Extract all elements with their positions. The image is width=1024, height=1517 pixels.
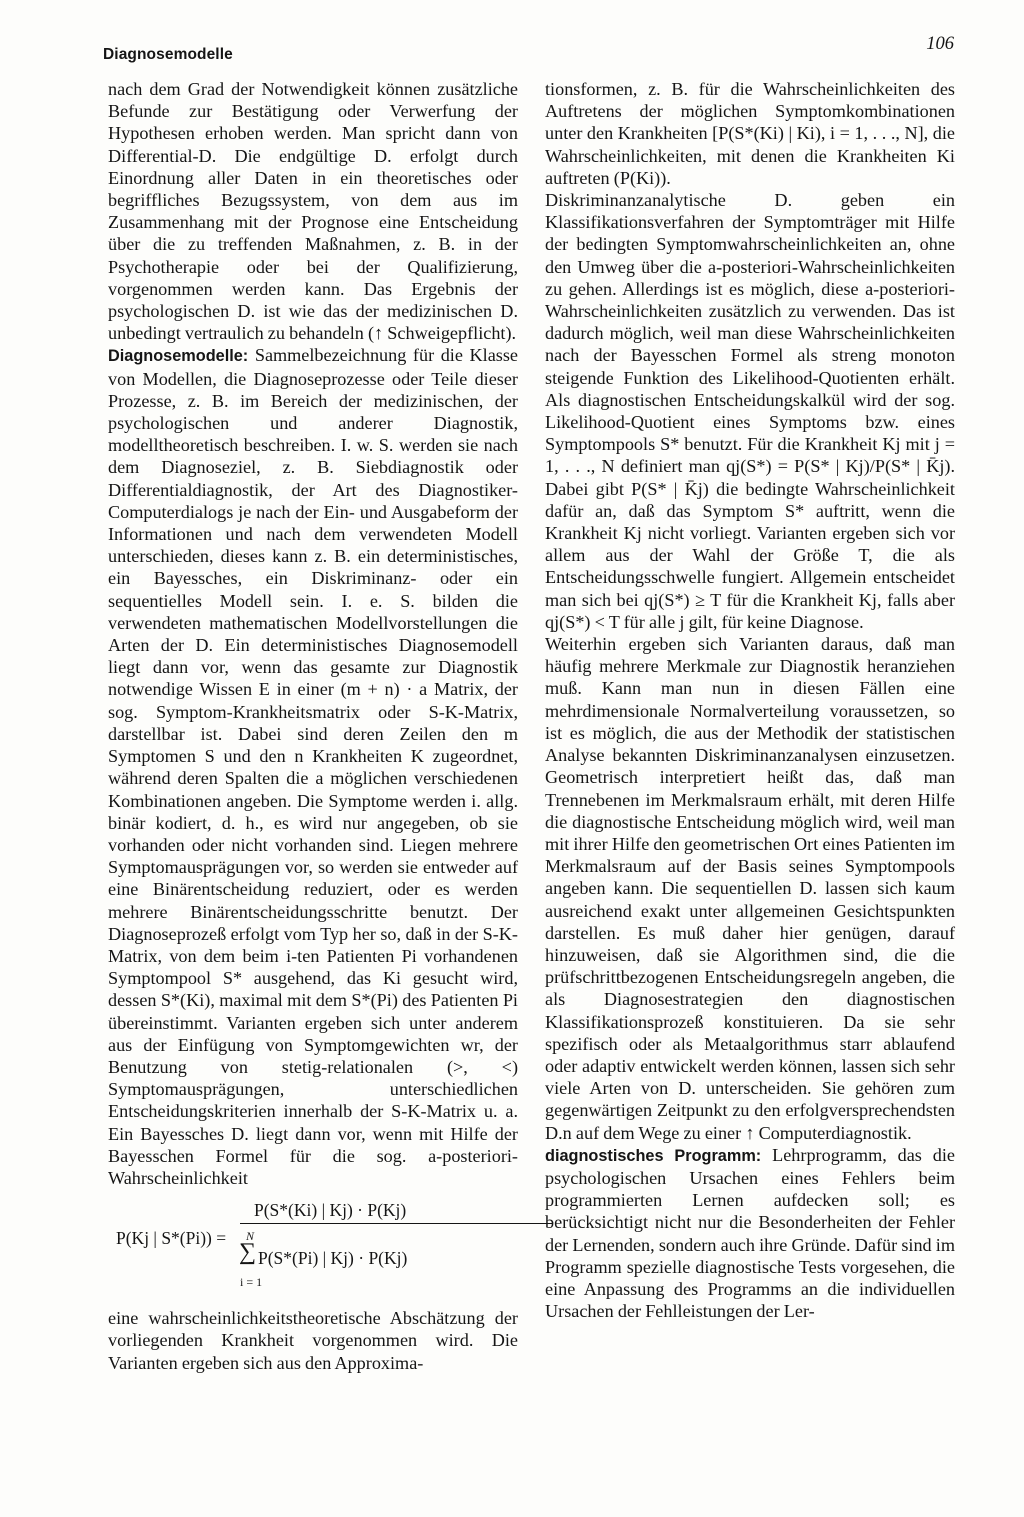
entry2-term: diagnostisches Programm: xyxy=(545,1146,762,1165)
entry-body: Sammelbezeichnung für die Klasse von Modellen, die Diagnoseprozesse oder Teile dieser Prozesse, z. B. im Bereich der medizinischen, der psychologischen und anderer Diagnostik, modelltheoretisch beschreiben. I. w. S. werden sie nach dem Diagnoseziel, z. B. Siebdiagnostik oder Differentialdiagnostik, der Art des Diagnostiker-Computerdialogs je nach der Ein- und Ausgabeform der Informationen und nach dem verwendeten Modell unterschieden, dieses kann z. B. ein deterministisches, ein Bayessches, ein Diskriminanz- oder ein sequentielles Modell sein. I. e. S. bilden die verwendeten mathematischen Modellvorstellungen die Arten der D. Ein deterministisches Diagnosemodell liegt dann vor, wenn das gesamte zur Diagnostik notwendige Wissen E in einer (m + n) · a Matrix, der sog. Symptom-Krankheitsmatrix oder S-K-Matrix, darstellbar ist. Dabei sind deren Zeilen den m Symptomen S und den n Krankheiten K zugeordnet, während deren Spalten die a möglichen verschiedenen Kombinationen angeben. Die Symptome werden i. allg. binär kodiert, d. h., es wird nur angegeben, ob sie vorhanden oder nicht vorhanden sind. Liegen mehrere Symptomausprägungen vor, so werden sie entweder auf eine Binärentscheidung reduziert, oder es werden mehrere Binärentscheidungsschritte benutzt. Der Diagnoseprozeß erfolgt vom Typ her so, daß in der S-K-Matrix, von dem beim i-ten Patienten Pi vorhandenen Symptompool S* ausgehend, das Ki gesucht wird, dessen S*(Ki), maximal mit dem S*(Pi) des Patienten Pi übereinstimmt. Varianten ergeben sich unter anderem aus der Einfügung von Symptomgewichten wr, der Benutzung von stetig-relationalen (>, <) Symptomausprägungen, unterschiedlichen Entscheidungskriterien innerhalb der S-K-Matrix u. a. Ein Bayessches D. liegt dann vor, wenn mit Hilfe der Bayesschen Formel für die sog. a-posteriori-Wahrscheinlichkeit xyxy=(108,345,518,1188)
formula-numerator: P(S*(Ki) | Kj) · P(Kj) xyxy=(254,1200,407,1221)
entry-diagnosemodelle xyxy=(108,344,518,1189)
entry2-body: Lehrprogramm, das die psychologischen Ursachen eines Fehlers beim programmierten Lernen aufdecken soll; es berücksichtigt nicht nur die Besonderheiten der Fehler der Lernenden, sondern auch ihre Gründe. Dafür sind im Programm spezielle diagnostische Tests vorgesehen, die eine Anpassung des Programms an die individuellen Ursachen der Fehlleistungen der Ler- xyxy=(545,1144,955,1322)
sequential-paragraph: Weiterhin ergeben sich Varianten daraus, daß man häufig mehrere Merkmale zur Diagnostik heranziehen muß. Kann man nun in diesen Fällen eine mehrdimensionale Normalverteilung voraussetzen, so ist es möglich, die aus der Methodik der statistischen Analyse bekannten Diskriminanzanalysen einzusetzen. Geometrisch interpretiert heißt das, daß man Trennebenen im Merkmalsraum erhält, mit deren Hilfe die diagnostische Entscheidung möglich wird, weil man mit ihrer Hilfe den geometrischen Ort eines Patienten im Merkmalsraum auf der Basis seines Symptompools angeben kann. Die sequentiellen D. lassen sich kaum ausreichend exakt unter allgemeinen Gesichtspunkten darstellen. Es muß daher hier genügen, darauf hinzuweisen, daß sie Algorithmen sind, die die prüfschrittbezogenen Entscheidungsregeln angeben, die als Diagnosestrategien den diagnostischen Klassifikationsprozeß konstituieren. Da sie sehr spezifisch oder als Metaalgorithmus starr ablaufend oder adaptiv entwickelt werden können, lassen sich sehr viele Arten von D. unterscheiden. Sie gehören zum gegenwärtigen Zeitpunkt zu den erfolgversprechendsten D.n auf dem Wege zu einer ↑ Computerdiagnostik. xyxy=(545,634,955,1143)
sum-upper-limit: N xyxy=(246,1229,255,1244)
formula-denominator: P(S*(Pi) | Kj) · P(Kj) xyxy=(258,1248,408,1269)
intro-paragraph: nach dem Grad der Notwendigkeit können zusätzliche Befunde zur Bestätigung oder Verwerfung der Hypothesen erhoben werden. Man spricht dann von Differential-D. Die endgültige D. erfolgt durch Einordnung aller Daten in ein theoretisches oder begriffliches Bezugssystem, von dem aus im Zusammenhang mit der Prognose eine Entscheidung über die zu treffenden Maßnahmen, z. B. in der Psychotherapie oder bei der Qualifizierung, vorgenommen werden kann. Das Ergebnis der psychologischen D. ist wie das der medizinischen D. unbedingt vertraulich zu behandeln (↑ Schweigepflicht). xyxy=(108,79,518,344)
entry-term: Diagnosemodelle: xyxy=(108,347,249,366)
running-header-title: Diagnosemodelle xyxy=(103,46,233,63)
continuation-paragraph: tionsformen, z. B. für die Wahrscheinlichkeiten des Auftretens der möglichen Symptomkombinationen unter den Krankheiten [P(S*(Ki) | Ki), i = 1, . . ., N], die Wahrscheinlichkeiten, mit denen die Krankheiten Ki auftreten (P(Ki)). xyxy=(545,79,955,188)
sum-lower-limit: i = 1 xyxy=(240,1275,263,1290)
discriminant-paragraph: Diskriminanzanalytische D. geben ein Klassifikationsverfahren der Symptomträger mit Hilfe der bedingten Symptomwahrscheinlichkeiten an, ohne den Umweg über die a-posteriori-Wahrscheinlichkeiten zu gehen. Allerdings ist es möglich, diese a-posteriori-Wahrscheinlichkeiten zusätzlich zu verwenden. Das ist dadurch möglich, weil man diese Wahrscheinlichkeiten nach der Bayesschen Formel als streng monoton steigende Funktion des Likelihood-Quotienten erhält. Als diagnostischen Entscheidungskalkül wird der sog. Likelihood-Quotient eines Symptoms bzw. eines Symptompools S* benutzt. Für die Krankheit Kj mit j = 1, . . ., N definiert man qj(S*) = P(S* | Kj)/P(S* | K̄j). Dabei gibt P(S* | K̄j) die bedingte Wahrscheinlichkeit dafür an, daß das Symptom S* auftritt, wenn die Krankheit Kj nicht vorliegt. Varianten ergeben sich vor allem aus der Wahl der Größe T, die als Entscheidungsschwelle fungiert. Allgemein entscheidet man sich bei qj(S*) ≥ T für die Krankheit Kj, falls aber qj(S*) < T für alle j gilt, für keine Diagnose. xyxy=(545,190,955,632)
fraction-bar xyxy=(240,1223,552,1224)
formula-lhs: P(Kj | S*(Pi)) = xyxy=(116,1228,227,1249)
left-column xyxy=(108,78,518,1374)
entry-diagnostisches-programm xyxy=(545,1144,955,1323)
right-column xyxy=(545,78,955,1322)
sum-symbol: ∑ xyxy=(239,1239,257,1266)
after-formula-paragraph: eine wahrscheinlichkeitstheoretische Abschätzung der vorliegenden Krankheit vorgenommen wird. Die Varianten ergeben sich aus den Approxima- xyxy=(108,1308,518,1373)
page-number: 106 xyxy=(926,34,954,54)
bayes-formula xyxy=(108,1199,518,1295)
